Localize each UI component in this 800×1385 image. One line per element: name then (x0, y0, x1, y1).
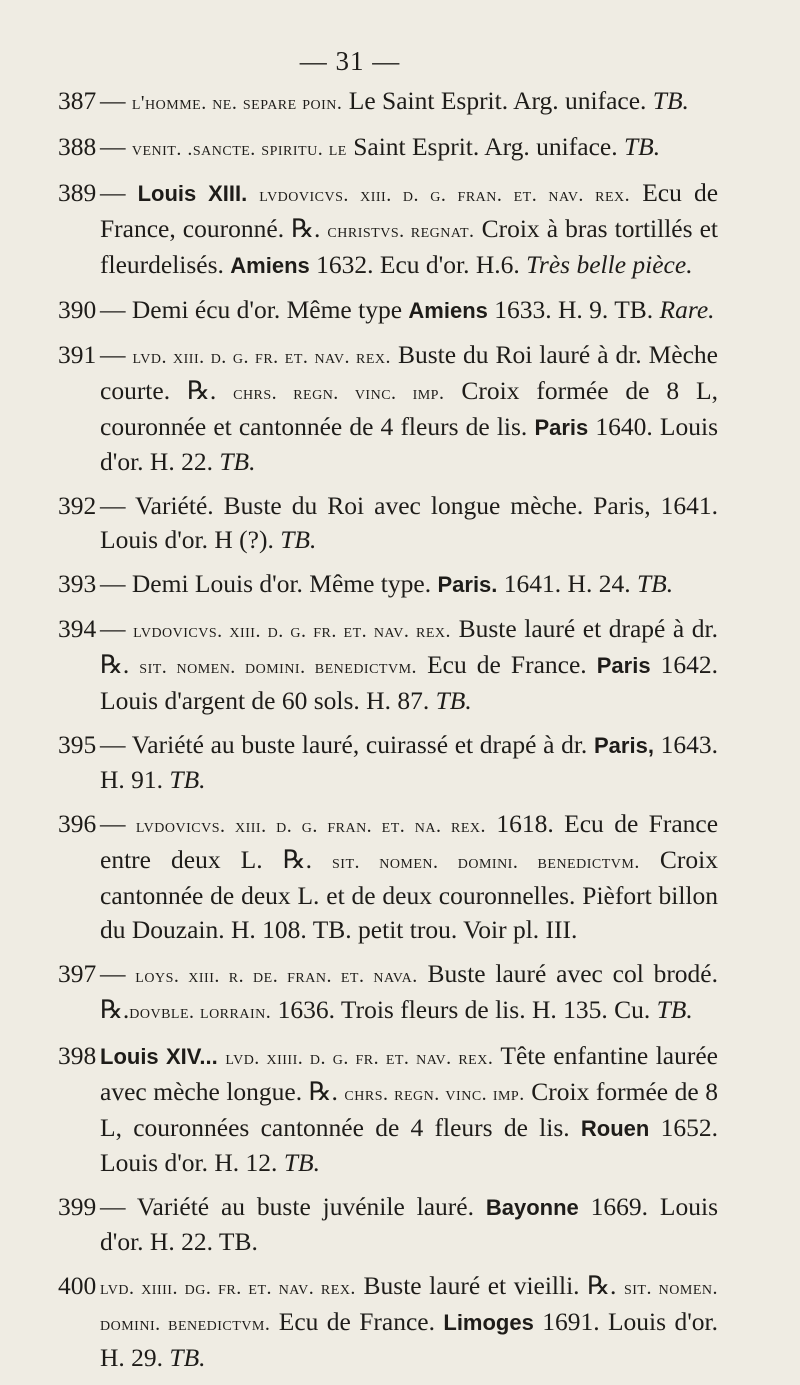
entry-text-part: TB. (435, 686, 472, 715)
entry-number: 391 (58, 340, 97, 369)
entry-text-part: Paris (596, 653, 651, 678)
entry-text-part: lvdovicvs. xiii. d. g. fr. et. nav. rex. (133, 620, 452, 642)
entry-text-part: — (100, 86, 132, 115)
catalog-entry (58, 807, 718, 947)
catalog-entry (58, 1039, 718, 1180)
entry-text-part: Croix formée de 8 L, couronnée et cantonnée de 4 fleurs de lis. (100, 376, 718, 441)
entry-text-part: Bayonne (485, 1195, 579, 1220)
entry-text-part: lvd. xiii. d. g. fr. et. nav. rex. (132, 346, 392, 368)
entry-text-part: Paris. (437, 572, 498, 597)
catalog-entry (58, 567, 718, 602)
entry-text-part: Louis XIII. (137, 181, 248, 206)
entry-number: 394 (58, 614, 97, 643)
entry-number: 392 (58, 491, 97, 520)
entry-number: 397 (58, 959, 97, 988)
entry-number: 390 (58, 295, 97, 324)
entry-text-part: TB. (169, 765, 206, 794)
entry-text (100, 1041, 718, 1177)
entry-text (100, 1192, 718, 1256)
entry-text-part: Buste lauré et drapé à dr. ℞. (100, 614, 718, 679)
entry-number: 396 (58, 809, 97, 838)
catalog-entry (58, 489, 718, 557)
entry-text (100, 86, 689, 115)
entry-text (100, 295, 715, 324)
entry-text-part: Louis XIV... (100, 1044, 218, 1069)
entry-text-part: 1643. H. 91. (100, 730, 718, 794)
entry-text-part: Buste du Roi lauré à dr. Mèche courte. ℞. (100, 340, 719, 405)
catalog-entry (58, 957, 718, 1029)
entry-text-part: TB. (283, 1148, 320, 1177)
entry-text-part: 1691. Louis d'or. H. 29. (100, 1307, 718, 1372)
entry-text (100, 340, 718, 476)
entry-text (100, 491, 718, 554)
entry-text-part: TB. (219, 447, 256, 476)
entry-text-part: chrs. regn. vinc. imp. (344, 1083, 525, 1105)
entry-text-part: — Variété au buste lauré, cuirassé et drapé à dr. (100, 730, 594, 759)
entry-list (58, 84, 718, 1385)
entry-text-part: — (100, 132, 132, 161)
entry-text-part: Amiens (230, 253, 310, 278)
entry-text-part: — Variété au buste juvénile lauré. (100, 1192, 486, 1221)
entry-text-part: Paris (534, 415, 589, 440)
catalog-entry (58, 728, 718, 797)
entry-number: 400 (58, 1271, 97, 1300)
entry-text-part: venit. .sancte. spiritu. le (131, 138, 347, 160)
catalog-entry (58, 84, 718, 120)
entry-text-part: — Variété. Buste du Roi avec longue mèche. Paris, 1641. Louis d'or. H (?). (100, 491, 718, 554)
entry-text-part: 1669. Louis d'or. H. 22. TB. (100, 1192, 718, 1256)
entry-text (100, 809, 718, 944)
entry-text-part: sit. nomen. domini. benedictvm. (139, 656, 418, 678)
entry-text-part: Croix formée de 8 L, couronnées cantonnée de 4 fleurs de lis. (100, 1077, 718, 1142)
entry-text-part: Ecu de France. (270, 1307, 444, 1336)
entry-text-part: TB. (280, 525, 317, 554)
entry-text-part: lvdovicvs. xiii. d. g. fran. et. na. rex. (135, 815, 487, 837)
catalog-entry (58, 612, 718, 718)
entry-number: 389 (58, 178, 97, 207)
entry-number: 399 (58, 1192, 97, 1221)
entry-text-part: Paris, (594, 733, 654, 758)
catalog-entry (58, 338, 718, 479)
catalog-entry (58, 1190, 718, 1259)
entry-text-part: 1633. H. 9. TB. (487, 295, 660, 324)
entry-text-part: Croix à bras tortillés et fleurdelisés. (100, 214, 718, 279)
entry-text-part: — (100, 614, 134, 643)
entry-number: 398 (58, 1041, 97, 1070)
catalog-entry (58, 130, 718, 166)
entry-text-part: Tête enfantine laurée avec mèche longue. ℞. (100, 1041, 718, 1106)
entry-number: 388 (58, 132, 97, 161)
entry-text-part: Rare. (659, 295, 715, 324)
entry-text-part: 1641. H. 24. (497, 569, 637, 598)
entry-text-part: Limoges (443, 1310, 534, 1335)
entry-text (100, 132, 660, 161)
catalog-entry (58, 176, 718, 283)
entry-text-part: lvd. xiiii. d. g. fr. et. nav. rex. (225, 1047, 494, 1069)
entry-text-part: Ecu de France, couronné. ℞. (100, 178, 719, 243)
entry-text-part: loys. xiii. r. de. fran. et. nava. (135, 965, 418, 987)
entry-text-part: TB. (169, 1343, 206, 1372)
entry-text-part: — Demi Louis d'or. Même type. (100, 569, 438, 598)
entry-text-part: — (100, 178, 138, 207)
entry-text-part: 1652. Louis d'or. H. 12. (100, 1113, 719, 1177)
entry-text-part: Buste lauré avec col brodé. ℞. (100, 959, 719, 1024)
entry-text-part: Rouen (580, 1116, 650, 1141)
entry-text-part: Buste lauré et vieilli. ℞. (355, 1271, 624, 1300)
entry-text-part: Très belle pièce. (526, 250, 693, 279)
entry-text-part: TB. (656, 995, 693, 1024)
entry-text-part: — (100, 340, 133, 369)
entry-text-part: sit. nomen. domini. benedictvm. (100, 1277, 718, 1335)
entry-text-part: 1632. Ecu d'or. H.6. (309, 250, 527, 279)
entry-text (100, 569, 673, 598)
entry-text-part: TB. (652, 86, 689, 115)
entry-text-part (247, 178, 259, 207)
entry-text (100, 178, 718, 279)
catalog-entry (58, 1269, 718, 1375)
entry-text-part: 1642. Louis d'argent de 60 sols. H. 87. (100, 650, 718, 715)
entry-text-part: 1640. Louis d'or. H. 22. (100, 412, 718, 476)
entry-text-part: 1618. Ecu de France entre deux L. ℞. (100, 809, 719, 874)
entry-text-part: l'homme. ne. separe poin. (131, 92, 343, 114)
entry-text-part: — (100, 959, 136, 988)
entry-text-part: Ecu de France. (417, 650, 597, 679)
entry-text-part: — (100, 809, 136, 838)
entry-text-part: dovble. lorrain. (129, 1001, 272, 1023)
entry-text (100, 1271, 718, 1372)
entry-number: 393 (58, 569, 97, 598)
entry-text-part: Le Saint Esprit. Arg. uniface. (342, 86, 653, 115)
entry-text-part: sit. nomen. domini. benedictvm. (332, 851, 640, 873)
entry-text (100, 959, 718, 1024)
entry-number: 395 (58, 730, 97, 759)
entry-text-part: lvdovicvs. xiii. d. g. fran. et. nav. rex. (259, 184, 631, 206)
entry-number: 387 (58, 86, 97, 115)
page-number: — 31 — (299, 46, 401, 76)
entry-text-part: 1636. Trois fleurs de lis. H. 135. Cu. (271, 995, 657, 1024)
entry-text (100, 614, 718, 715)
entry-text-part: christvs. regnat. (327, 220, 475, 242)
entry-text-part: Amiens (408, 298, 488, 323)
entry-text (100, 730, 718, 794)
entry-text-part: chrs. regn. vinc. imp. (233, 382, 445, 404)
entry-text-part: Saint Esprit. Arg. uniface. (346, 132, 624, 161)
entry-text-part: Croix cantonnée de deux L. et de deux couronnelles. Pièfort billon du Douzain. H. 108. TB. petit trou. Voir pl. III. (100, 845, 718, 944)
entry-text-part: — Demi écu d'or. Même type (100, 295, 409, 324)
catalog-entry (58, 293, 718, 328)
entry-text-part: TB. (636, 569, 674, 598)
entry-text-part: TB. (623, 132, 661, 161)
entry-text-part: lvd. xiiii. dg. fr. et. nav. rex. (100, 1277, 356, 1299)
